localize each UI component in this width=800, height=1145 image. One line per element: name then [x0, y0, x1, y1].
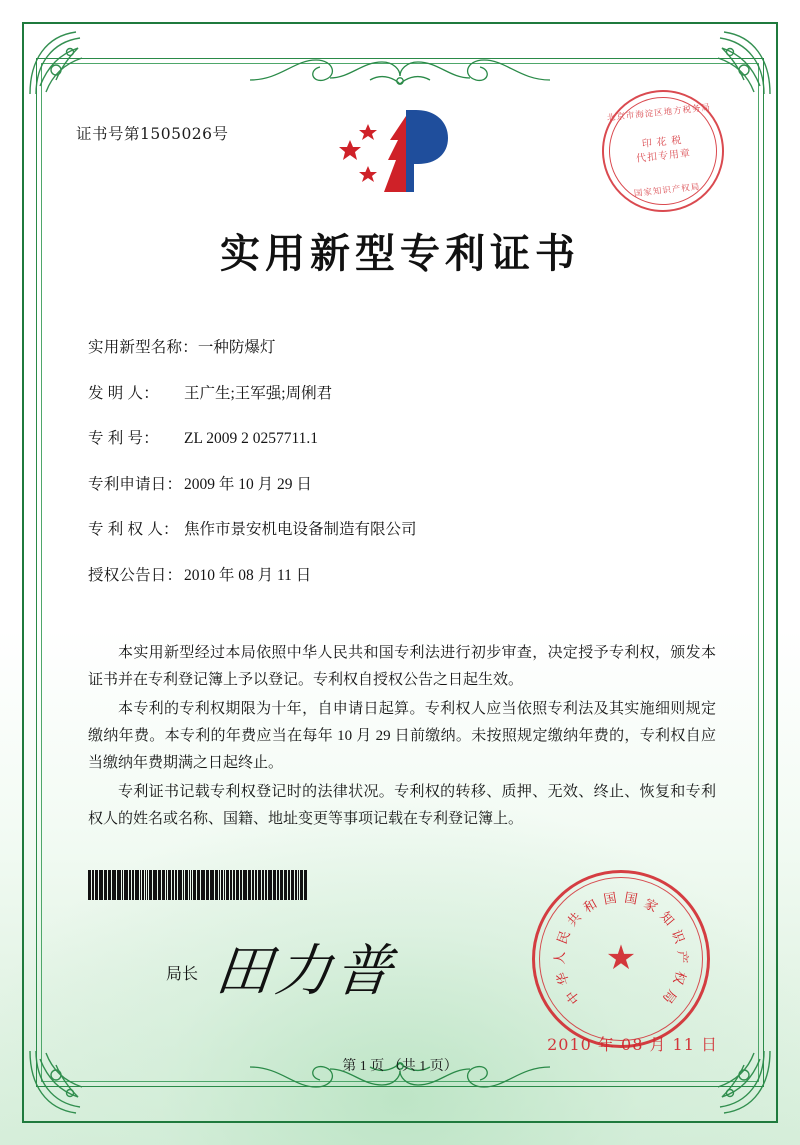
field-value: 2009 年 10 月 29 日	[184, 475, 312, 493]
seal-char: 共	[564, 909, 585, 930]
signature-name: 田力普	[212, 939, 399, 1004]
field-application-date	[88, 475, 720, 495]
field-label: 授权公告日：	[88, 566, 183, 584]
tax-stamp	[596, 84, 730, 218]
seal-char: 人	[551, 951, 568, 965]
seal-char: 局	[659, 986, 680, 1007]
field-patent-number	[88, 429, 720, 449]
national-emblem-icon: ★	[605, 940, 637, 977]
field-label: 实用新型名称：	[88, 339, 198, 356]
legal-text	[88, 640, 716, 835]
field-inventors	[88, 384, 720, 404]
page-footer: 第 1 页 （共 1 页）	[342, 1059, 458, 1074]
seal-char: 中	[562, 987, 583, 1007]
seal-char: 家	[641, 895, 661, 915]
seal-char: 和	[580, 896, 600, 916]
certificate-content	[60, 80, 740, 1074]
field-label: 专 利 权 人：	[88, 521, 179, 538]
patent-office-logo-icon	[310, 100, 490, 196]
stamp-arc-top: 北京市海淀区地方税务局	[606, 101, 712, 123]
seal-char: 国	[602, 889, 618, 907]
seal-char: 民	[554, 928, 573, 947]
seal-date: 2010 年 08 月 11 日	[547, 1035, 718, 1054]
stamp-arc-bottom: 国家知识产权局	[633, 181, 701, 199]
field-patentee	[88, 520, 720, 540]
field-value: 焦作市景安机电设备制造有限公司	[184, 521, 417, 538]
signature-label: 局长	[166, 966, 199, 983]
field-label: 专利申请日：	[88, 475, 183, 493]
national-seal	[532, 870, 710, 1048]
signature-block	[88, 925, 468, 1015]
seal-char: 华	[553, 970, 572, 988]
stamp-center-line2: 代扣专用章	[635, 148, 692, 165]
certificate-number: 证书号第1505026号	[76, 125, 229, 143]
seal-char: 知	[657, 908, 678, 929]
field-value: 王广生;王军强;周俐君	[184, 384, 333, 402]
legal-paragraph: 本实用新型经过本局依照中华人民共和国专利法进行初步审查，决定授予专利权，颁发本证书并在专利登记簿上予以登记。专利权自授权公告之日起生效。	[88, 645, 716, 688]
stamp-center-line1: 印 花 税	[641, 134, 683, 151]
seal-char: 国	[623, 889, 639, 907]
legal-paragraph: 本专利的专利权期限为十年，自申请日起算。专利权人应当依照专利法及其实施细则规定缴纳年费。本专利的年费应当在每年 10 月 29 日前缴纳。未按照规定缴纳年费的，专利权自应当缴纳年费期满之日起终止。	[88, 701, 716, 771]
page-title: 实用新型专利证书	[220, 230, 580, 277]
fields-list	[88, 338, 720, 611]
seal-char: 识	[668, 927, 688, 946]
field-grant-announcement-date	[88, 566, 720, 586]
field-label: 专 利 号：	[88, 430, 159, 447]
field-label: 发 明 人：	[88, 384, 159, 402]
barcode	[88, 870, 338, 900]
field-value: 一种防爆灯	[197, 339, 276, 356]
field-value: ZL 2009 2 0257711.1	[184, 430, 319, 447]
legal-paragraph: 专利证书记载专利权登记时的法律状况。专利权的转移、质押、无效、终止、恢复和专利权人的姓名或名称、国籍、地址变更等事项记载在专利登记簿上。	[88, 784, 716, 827]
seal-char: 权	[670, 969, 689, 987]
field-value: 2010 年 08 月 11 日	[184, 566, 312, 584]
seal-char: 产	[674, 950, 691, 964]
field-utility-model-name	[88, 338, 720, 358]
